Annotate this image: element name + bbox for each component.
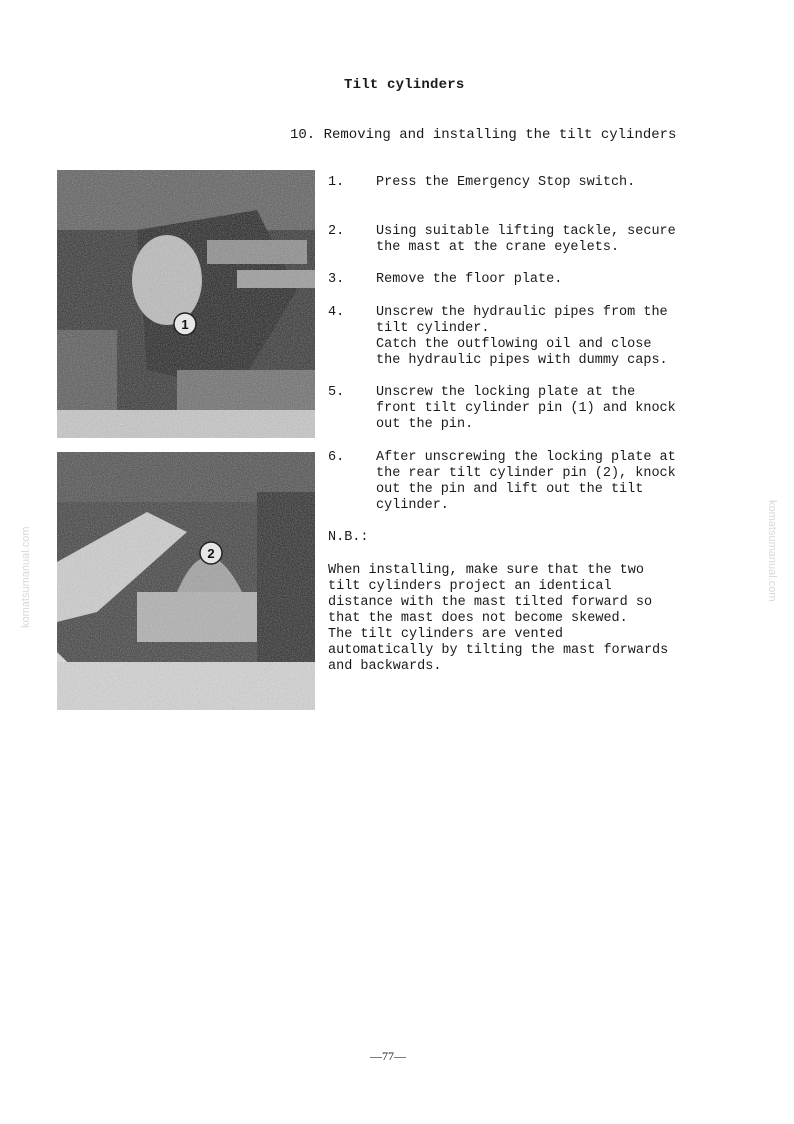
step-text: Remove the floor plate. [376, 272, 563, 287]
photo-front-tilt-cylinder [57, 170, 315, 438]
photo-callout-2: 2 [207, 546, 215, 561]
step-text: Unscrew the locking plate at the front tilt cylinder pin (1) and knock out the pin. [376, 385, 676, 432]
step-number: 4. [328, 305, 345, 320]
step-number: 3. [328, 272, 345, 287]
note-text: When installing, make sure that the two tilt cylinders project an identical distance with the mast tilted forward so that the mast does not become skewed. The tilt cylinders are vented automatically by tilting the mast forwards and backwards. [328, 563, 669, 674]
watermark-left: komatsumanual.com [20, 526, 32, 628]
step-text: Press the Emergency Stop switch. [376, 175, 636, 190]
section-heading: 10. Removing and installing the tilt cylinders [290, 127, 677, 143]
step-number: 6. [328, 450, 345, 465]
watermark-right: komatsumanual.com [766, 500, 778, 602]
photo-callout-1: 1 [181, 317, 189, 332]
step-number: 2. [328, 224, 345, 239]
photo-rear-tilt-cylinder [57, 452, 315, 710]
step-text: Using suitable lifting tackle, secure the mast at the crane eyelets. [376, 224, 676, 255]
step-number: 1. [328, 175, 345, 190]
step-text: After unscrewing the locking plate at the rear tilt cylinder pin (2), knock out the pin and lift out the tilt cylinder. [376, 450, 676, 513]
note-label: N.B.: [328, 530, 369, 545]
page-title: Tilt cylinders [344, 77, 465, 93]
page-number: —77— [370, 1049, 406, 1063]
step-text: Unscrew the hydraulic pipes from the tilt cylinder. Catch the outflowing oil and close the hydraulic pipes with dummy caps. [376, 305, 668, 368]
step-number: 5. [328, 385, 345, 400]
